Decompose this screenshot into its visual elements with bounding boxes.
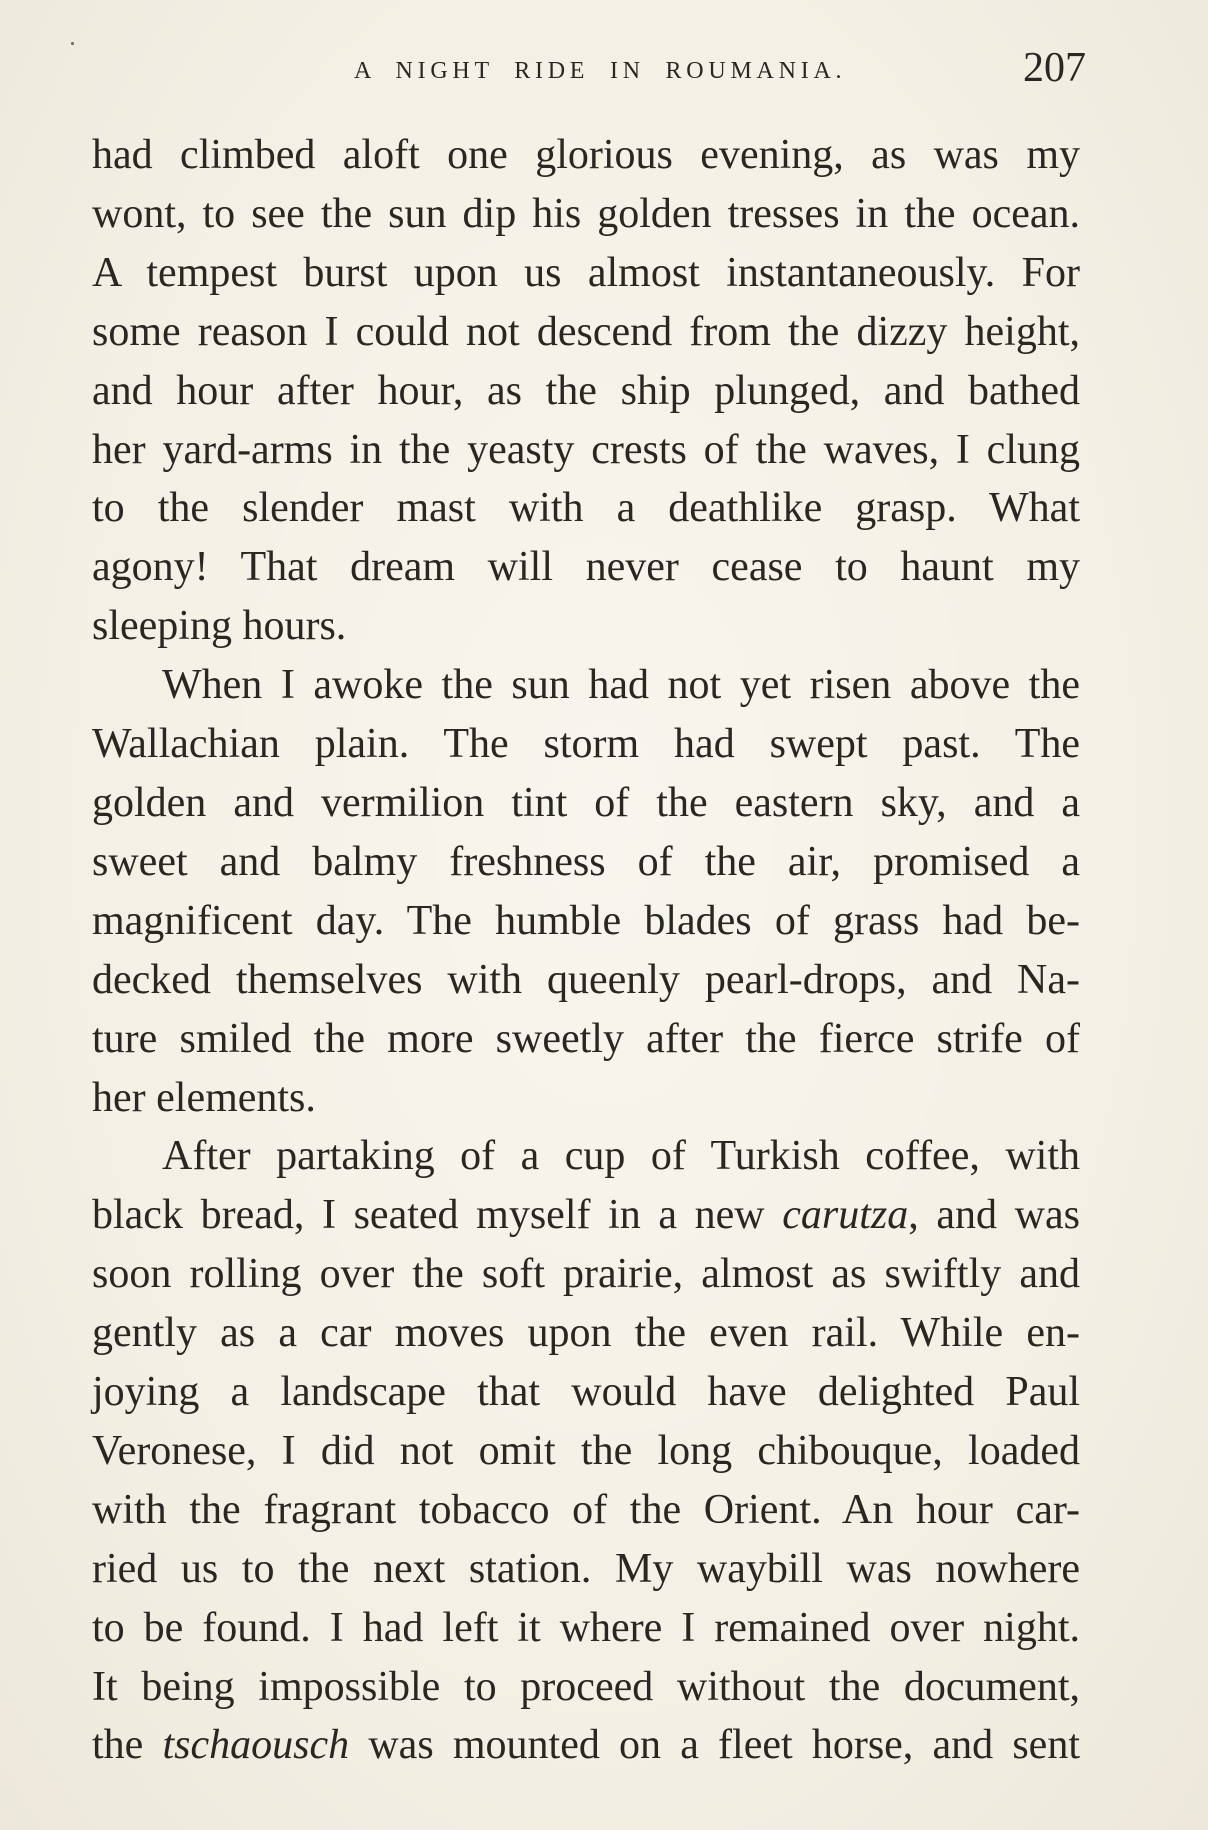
italic-word: carutza [782,1192,909,1239]
text-block [92,126,1080,1775]
text-line: to the slender mast with a deathlike grasp. What [92,485,1080,532]
text-line: soon rolling over the soft prairie, almost as swiftly and [92,1251,1080,1298]
text-line: ture smiled the more sweetly after the fierce strife of [92,1015,1080,1062]
text-line: and hour after hour, as the ship plunged, and bathed [92,367,1080,414]
text-line: After partaking of a cup of Turkish coffee, with [162,1133,1080,1180]
text-line: sweet and balmy freshness of the air, promised a [92,838,1080,885]
text-line: magnificent day. The humble blades of grass had be- [92,897,1080,944]
paragraph [92,1127,1080,1775]
text-line [92,1716,1080,1775]
text-line: It being impossible to proceed without the document, [92,1663,1080,1710]
text-line: decked themselves with queenly pearl-drops, and Na- [92,956,1080,1003]
text-line: joying a landscape that would have delighted Paul [92,1369,1080,1416]
paragraph [92,656,1080,1127]
text-line: with the fragrant tobacco of the Orient. An hour car- [92,1486,1080,1533]
text-line: had climbed aloft one glorious evening, as was my [92,132,1080,178]
text-line: some reason I could not descend from the dizzy height, [92,308,1080,355]
running-head: A NIGHT RIDE IN ROUMANIA. [354,58,847,84]
text-line: agony! That dream will never cease to haunt my [92,544,1080,591]
text-line: her elements. [92,1074,316,1121]
text-line: golden and vermilion tint of the eastern sky, and a [92,779,1080,826]
page-number: 207 [1023,45,1086,91]
text-line: A tempest burst upon us almost instantaneously. For [92,249,1080,296]
text-line: When I awoke the sun had not yet risen above the [162,662,1080,709]
text-line: wont, to see the sun dip his golden tresses in the ocean. [92,190,1080,237]
paragraph [92,126,1080,656]
text-line: ried us to the next station. My waybill was nowhere [92,1545,1080,1592]
text-line: Veronese, I did not omit the long chibouque, loaded [92,1427,1080,1474]
text-line: to be found. I had left it where I remained over night. [92,1604,1080,1651]
text-line: sleeping hours. [92,603,347,650]
text-line: Wallachian plain. The storm had swept past. The [92,721,1080,768]
text-segment: the [92,1722,163,1769]
italic-word: tschaousch [162,1722,350,1769]
text-line: her yard-arms in the yeasty crests of the waves, I clung [92,426,1080,473]
text-line [92,1186,1080,1245]
ink-speck [71,42,74,45]
text-segment: black bread, I seated myself in a new [92,1192,783,1239]
text-segment: , and was [908,1192,1080,1239]
text-segment: was mounted on a fleet horse, and sent [349,1722,1080,1769]
text-line: gently as a car moves upon the even rail. While en- [92,1310,1080,1357]
